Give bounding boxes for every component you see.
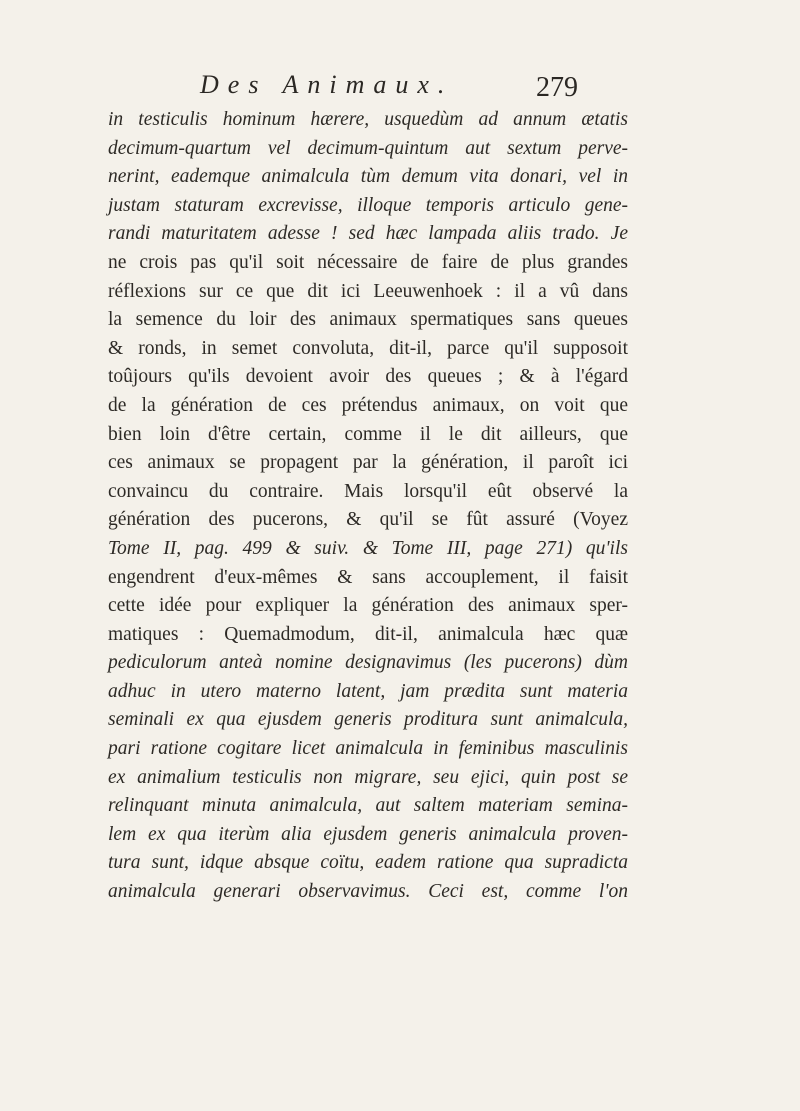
- text-line: in testiculis hominum hærere, usquedùm ad annum ætatis: [108, 109, 628, 130]
- text-line: pari ratione cogitare licet animalcula in feminibus masculinis: [108, 738, 628, 760]
- text-line: toûjours qu'ils devoient avoir des queues ; & à l'égard: [108, 366, 628, 388]
- page-number: 279: [536, 72, 578, 103]
- text-line: ces animaux se propagent par la génération, il paroît ici: [108, 452, 628, 474]
- text-line: Tome II, pag. 499 & suiv. & Tome III, page 271) qu'ils: [108, 537, 628, 559]
- body-text: [108, 106, 628, 907]
- text-line: génération des pucerons, & qu'il se fût assuré (Voyez: [108, 509, 628, 531]
- text-line: ne crois pas qu'il soit nécessaire de faire de plus grandes: [108, 251, 628, 273]
- text-line: randi maturitatem adesse ! sed hæc lampada aliis trado. Je: [108, 223, 628, 245]
- text-line: engendrent d'eux-mêmes & sans accouplement, il faisit: [108, 566, 628, 588]
- text-line: decimum-quartum vel decimum-quintum aut sextum perve-: [108, 137, 628, 159]
- text-line: convaincu du contraire. Mais lorsqu'il eût observé la: [108, 480, 628, 502]
- text-line: matiques : Quemadmodum, dit-il, animalcula hæc quæ: [108, 623, 628, 645]
- text-line: lem ex qua iterùm alia ejusdem generis animalcula proven-: [108, 823, 628, 845]
- text-line: pediculorum anteà nomine designavimus (les pucerons) dùm: [108, 652, 628, 674]
- text-line: adhuc in utero materno latent, jam prædita sunt materia: [108, 680, 628, 702]
- text-line: réflexions sur ce que dit ici Leeuwenhoek : il a vû dans: [108, 280, 628, 302]
- text-line: la semence du loir des animaux spermatiques sans queues: [108, 309, 628, 331]
- text-line: justam staturam excrevisse, illoque temporis articulo gene-: [108, 194, 628, 216]
- text-line: tura sunt, idque absque coïtu, eadem ratione qua supradicta: [108, 852, 628, 874]
- text-line: cette idée pour expliquer la génération des animaux sper-: [108, 595, 628, 617]
- text-line: bien loin d'être certain, comme il le dit ailleurs, que: [108, 423, 628, 445]
- text-line: seminali ex qua ejusdem generis proditura sunt animalcula,: [108, 709, 628, 731]
- text-line: ex animalium testiculis non migrare, seu ejici, quin post se: [108, 766, 628, 788]
- text-line: nerint, eademque animalcula tùm demum vita donari, vel in: [108, 166, 628, 188]
- text-line: animalcula generari observavimus. Ceci est, comme l'on: [108, 881, 628, 903]
- text-line: & ronds, in semet convoluta, dit-il, parce qu'il supposoit: [108, 337, 628, 359]
- running-title: Des Animaux.: [200, 70, 454, 99]
- text-line: de la génération de ces prétendus animaux, on voit que: [108, 394, 628, 416]
- text-line: relinquant minuta animalcula, aut saltem materiam semina-: [108, 795, 628, 817]
